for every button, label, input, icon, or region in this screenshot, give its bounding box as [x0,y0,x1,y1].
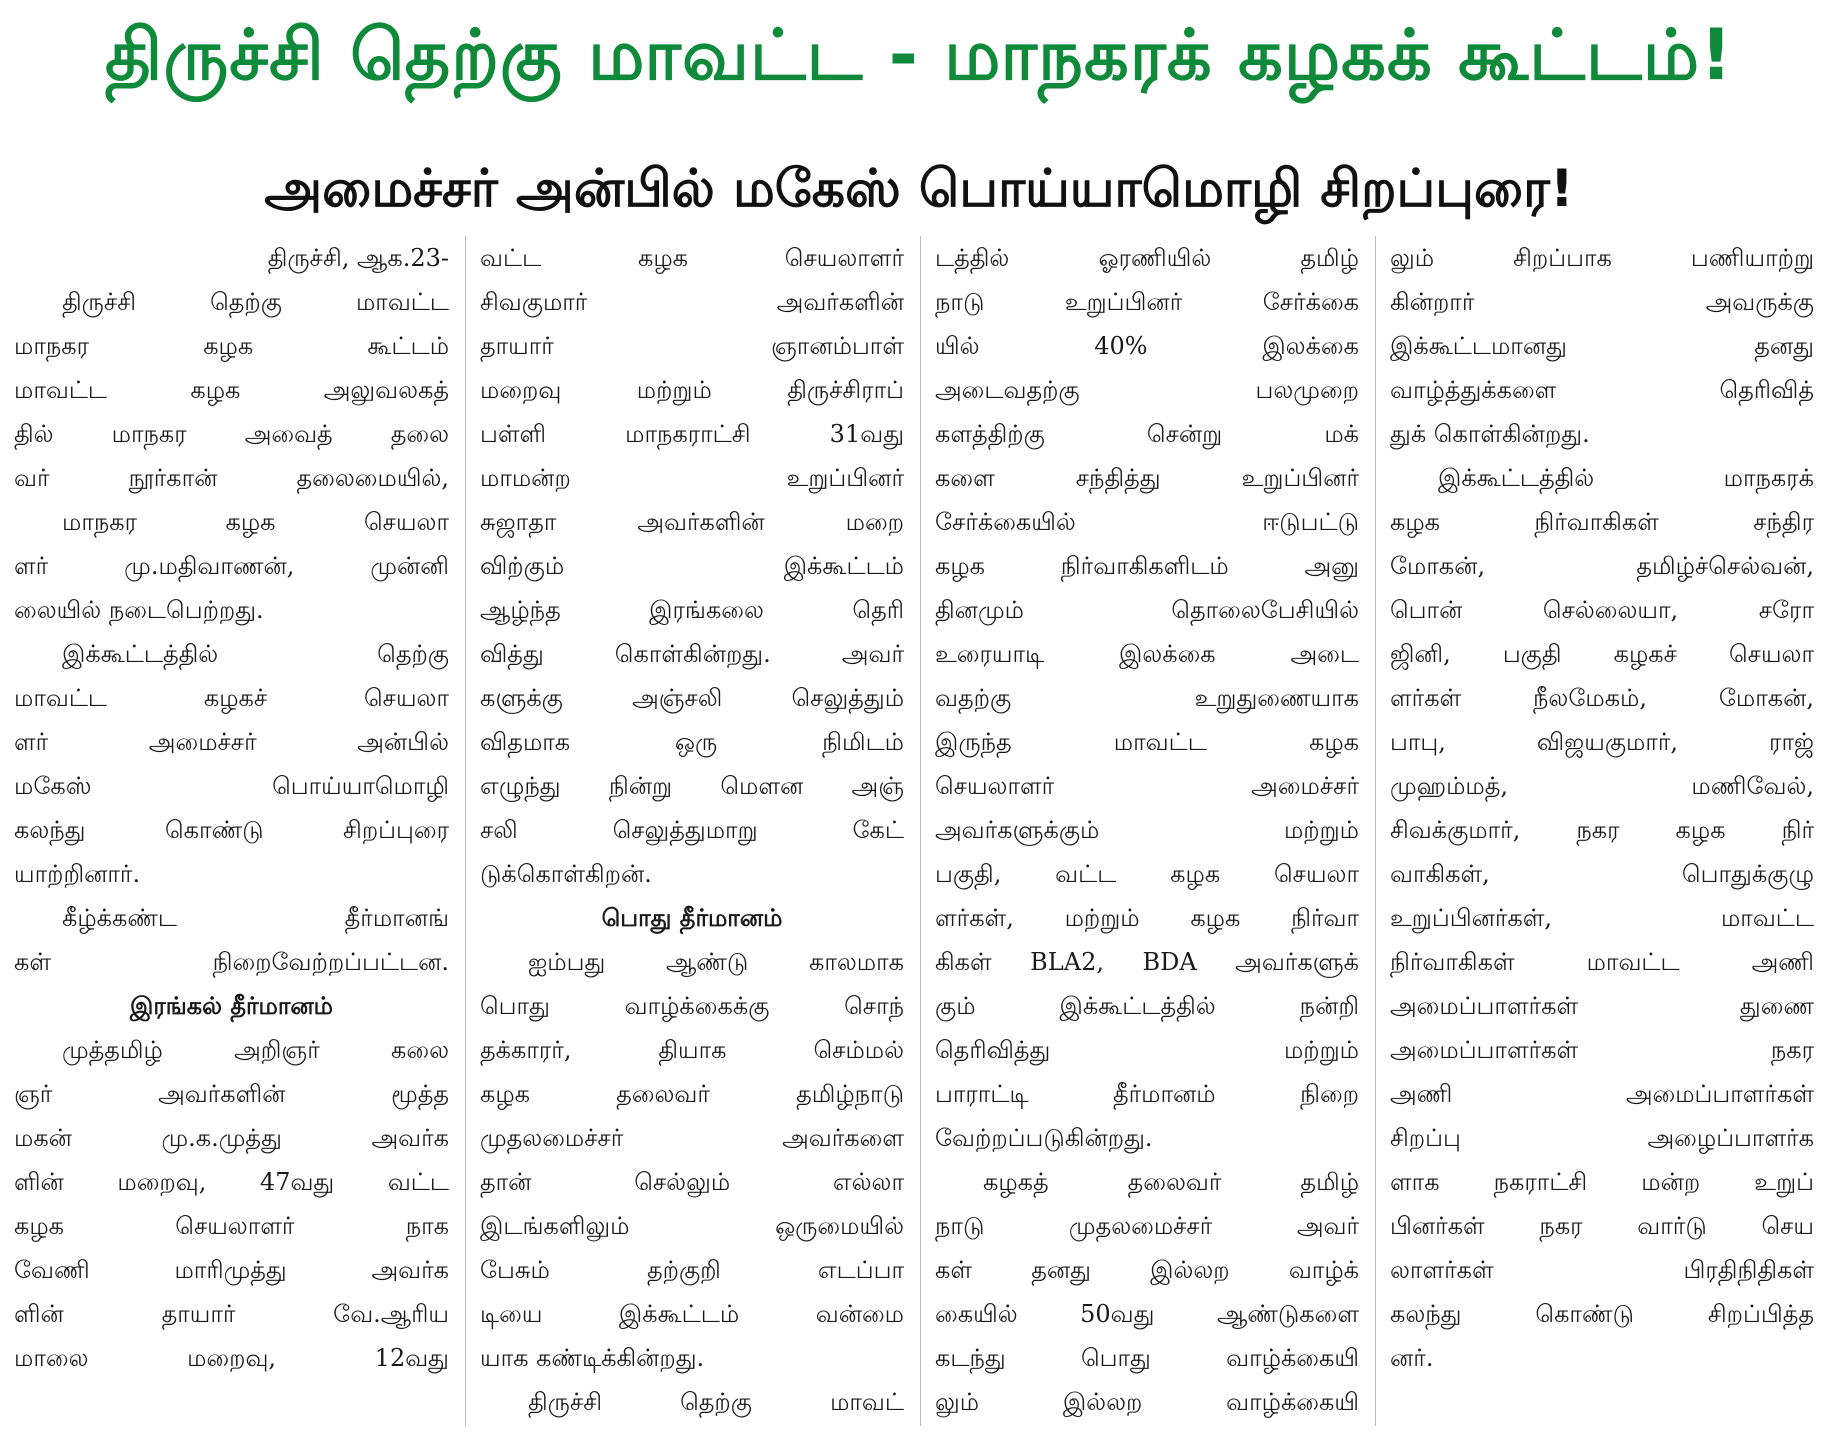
text-line: ஜினி, பகுதி கழகச் செயலா [1390,640,1814,668]
text-line: வட்ட கழக செயலாளர் [480,244,904,272]
text-line: ஆழ்ந்த இரங்கலை தெரி [480,596,904,624]
text-line: இக்கூட்டத்தில் மாநகரக் [1438,464,1814,492]
text-line: வேற்றப்படுகின்றது. [935,1124,1153,1152]
text-line: கின்றார் அவருக்கு [1390,288,1814,316]
text-line: மாமன்ற உறுப்பினர் [480,464,904,492]
text-line: மகேஸ் பொய்யாமொழி [14,772,449,800]
text-line: சேர்க்கையில் ஈடுபட்டு [935,508,1359,536]
text-line: அவர்களுக்கும் மற்றும் [935,816,1359,844]
text-line: விதமாக ஒரு நிமிடம் [480,728,904,756]
headline: திருச்சி தெற்கு மாவட்ட - மாநகரக் கழகக் கூட்டம்! [105,13,1733,96]
text-line: பகுதி, வட்ட கழக செயலா [935,860,1359,888]
text-line: அமைப்பாளர்கள் துணை [1390,992,1814,1020]
text-line: முஹம்மத், மணிவேல், [1390,772,1814,800]
text-line: கள் தனது இல்லற வாழ்க் [935,1256,1359,1284]
text-line: களுக்கு அஞ்சலி செலுத்தும் [480,684,904,712]
text-line: சுஜாதா அவர்களின் மறை [480,508,904,536]
article-column-2 [465,236,920,1426]
text-line: மாவட்ட கழகச் செயலா [14,684,449,712]
text-line: பினர்கள் நகர வார்டு செய [1390,1212,1814,1240]
text-line: விற்கும் இக்கூட்டம் [480,552,904,580]
text-line: பொது வாழ்க்கைக்கு சொந் [480,992,904,1020]
text-line: பொன் செல்லையா, சரோ [1390,596,1814,624]
text-line: ளர்கள், மற்றும் கழக நிர்வா [935,904,1359,932]
text-line: வேணி மாரிமுத்து அவர்க [14,1256,449,1284]
text-line: மறைவு மற்றும் திருச்சிராப் [480,376,904,404]
text-line: மாவட்ட கழக அலுவலகத் [14,376,449,404]
text-line: சிறப்பு அழைப்பாளர்க [1390,1124,1814,1152]
text-line: டியை இக்கூட்டம் வன்மை [480,1300,904,1328]
text-line: நிர்வாகிகள் மாவட்ட அணி [1390,948,1814,976]
text-line: தெரிவித்து மற்றும் [935,1036,1359,1064]
text-line: கும் இக்கூட்டத்தில் நன்றி [935,992,1359,1020]
text-line: வதற்கு உறுதுணையாக [935,684,1359,712]
text-line: தான் செல்லும் எல்லா [480,1168,904,1196]
text-line: நாடு உறுப்பினர் சேர்க்கை [935,288,1359,316]
text-line: ஞர் அவர்களின் மூத்த [14,1080,449,1108]
text-line: மோகன், தமிழ்ச்செல்வன், [1390,552,1814,580]
text-line: லாளர்கள் பிரதிநிதிகள் [1390,1256,1814,1284]
text-line: எழுந்து நின்று மௌன அஞ் [480,772,904,800]
text-line: யாற்றினார். [14,860,141,888]
text-line: மாநகர கழக செயலா [62,508,449,536]
text-line: டுக்கொள்கிறன். [480,860,652,888]
text-line: கடந்து பொது வாழ்க்கையி [935,1344,1359,1372]
article-column-4 [1375,236,1830,1426]
text-line: கலந்து கொண்டு சிறப்புரை [14,816,449,844]
text-line: தில் மாநகர அவைத் தலை [14,420,449,448]
text-line: தக்காரர், தியாக செம்மல் [480,1036,904,1064]
text-line: கழக தலைவர் தமிழ்நாடு [480,1080,904,1108]
article-column-1 [10,236,465,1426]
text-line: முதலமைச்சர் அவர்களை [480,1124,904,1152]
text-line: கழகத் தலைவர் தமிழ் [983,1168,1359,1196]
text-line: இக்கூட்டமானது தனது [1390,332,1814,360]
text-line: ளர் மு.மதிவாணன், முன்னி [14,552,449,580]
text-line: டத்தில் ஓரணியில் தமிழ் [935,244,1359,272]
text-line: வர் நூர்கான் தலைமையில், [14,464,449,492]
text-line: மாலை மறைவு, 12வது [14,1344,449,1372]
text-line: களை சந்தித்து உறுப்பினர் [935,464,1359,492]
text-line: இருந்த மாவட்ட கழக [935,728,1359,756]
text-line: கள் நிறைவேற்றப்பட்டன. [14,948,449,976]
text-line: உறுப்பினர்கள், மாவட்ட [1390,904,1814,932]
text-line: ளாக நகராட்சி மன்ற உறுப் [1390,1168,1814,1196]
text-line: ளின் தாயார் வே.ஆரிய [14,1300,449,1328]
text-line: வாகிகள், பொதுக்குழு [1390,860,1814,888]
subheadline: அமைச்சர் அன்பில் மகேஸ் பொய்யாமொழி சிறப்புரை! [264,158,1574,219]
text-line: கழக நிர்வாகிகளிடம் அனு [935,552,1359,580]
text-line: ளின் மறைவு, 47வது வட்ட [14,1168,449,1196]
text-line: கலந்து கொண்டு சிறப்பித்த [1390,1300,1814,1328]
article-column-3 [920,236,1375,1426]
section-heading-condolence: இரங்கல் தீர்மானம் [129,992,333,1020]
text-line: வித்து கொள்கின்றது. அவர் [480,640,904,668]
text-line: அமைப்பாளர்கள் நகர [1390,1036,1814,1064]
text-line: யில் 40% இலக்கை [935,332,1359,360]
text-line: முத்தமிழ் அறிஞர் கலை [62,1036,449,1064]
text-line: கிகள் BLA2, BDA அவர்களுக் [935,948,1359,976]
text-line: வாழ்த்துக்களை தெரிவித் [1390,376,1814,404]
text-line: பேசும் தற்குறி எடப்பா [480,1256,904,1284]
text-line: திருச்சி தெற்கு மாவட் [528,1388,904,1416]
text-line: இடங்களிலும் ஒருமையில் [480,1212,904,1240]
text-line: களத்திற்கு சென்று மக் [935,420,1359,448]
text-line: னர். [1390,1344,1434,1372]
text-line: தினமும் தொலைபேசியில் [935,596,1359,624]
text-line: இக்கூட்டத்தில் தெற்கு [62,640,449,668]
text-line: கீழ்க்கண்ட தீர்மானங் [62,904,449,932]
text-line: லும் இல்லற வாழ்க்கையி [935,1388,1359,1416]
text-line: திருச்சி தெற்கு மாவட்ட [62,288,449,316]
text-line: லையில் நடைபெற்றது. [14,596,264,624]
text-line: அடைவதற்கு பலமுறை [935,376,1359,404]
section-heading-general-resolution: பொது தீர்மானம் [601,904,783,932]
text-line: சிவக்குமார், நகர கழக நிர் [1390,816,1814,844]
article-body [10,236,1830,1426]
text-line: சலி செலுத்துமாறு கேட் [480,816,904,844]
text-line: செயலாளர் அமைச்சர் [935,772,1359,800]
text-line: கழக நிர்வாகிகள் சந்திர [1390,508,1814,536]
text-line: யாக கண்டிக்கின்றது. [480,1344,705,1372]
text-line: மகன் மு.க.முத்து அவர்க [14,1124,449,1152]
text-line: கழக செயலாளர் நாக [14,1212,449,1240]
text-line: லும் சிறப்பாக பணியாற்று [1390,244,1814,272]
text-line: கையில் 50வது ஆண்டுகளை [935,1300,1359,1328]
text-line: சிவகுமார் அவர்களின் [480,288,904,316]
text-line: ளர் அமைச்சர் அன்பில் [14,728,449,756]
text-line: உரையாடி இலக்கை அடை [935,640,1359,668]
text-line: அணி அமைப்பாளர்கள் [1390,1080,1814,1108]
text-line: மாநகர கழக கூட்டம் [14,332,449,360]
text-line: ளர்கள் நீலமேகம், மோகன், [1390,684,1814,712]
dateline: திருச்சி, ஆக.23- [267,244,449,272]
text-line: பாராட்டி தீர்மானம் நிறை [935,1080,1359,1108]
text-line: நாடு முதலமைச்சர் அவர் [935,1212,1359,1240]
text-line: துக் கொள்கின்றது. [1390,420,1590,448]
text-line: தாயார் ஞானம்பாள் [480,332,904,360]
text-line: பாபு, விஜயகுமார், ராஜ் [1390,728,1814,756]
text-line: ஐம்பது ஆண்டு காலமாக [528,948,904,976]
text-line: பள்ளி மாநகராட்சி 31வது [480,420,904,448]
